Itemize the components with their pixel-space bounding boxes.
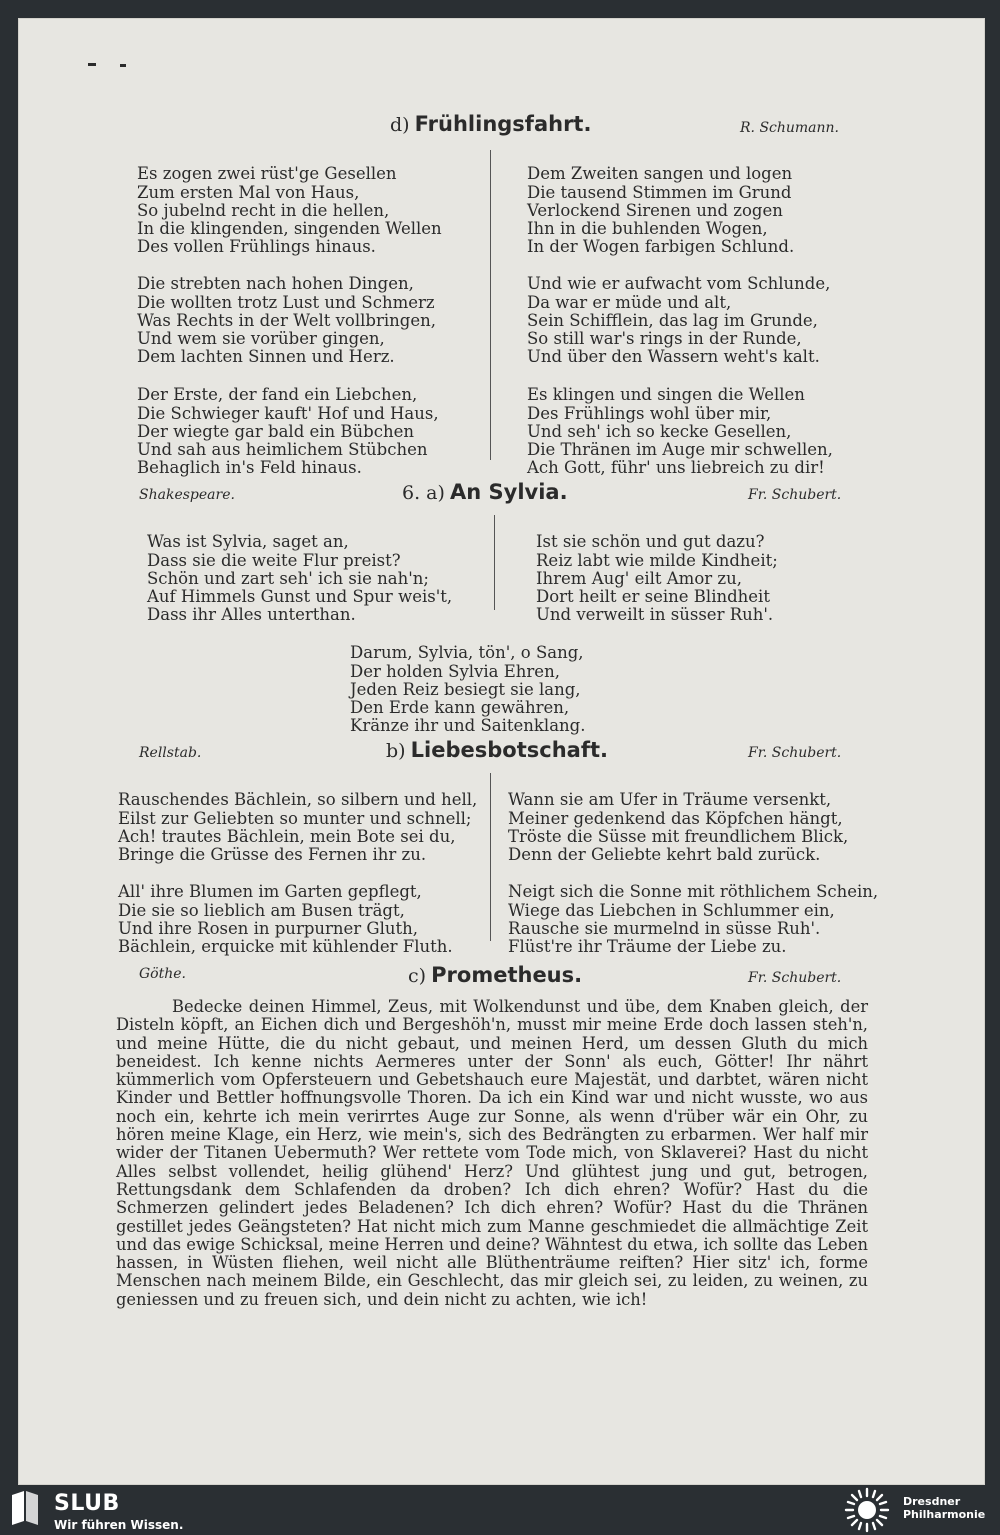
verse-line: Rausche sie murmelnd in süsse Ruh'. bbox=[508, 918, 821, 938]
footer-bar bbox=[0, 1485, 1000, 1535]
song-title: An Sylvia. bbox=[450, 480, 568, 504]
verse-line: Zum ersten Mal von Haus, bbox=[137, 182, 360, 202]
song-heading-sylvia bbox=[402, 480, 568, 510]
verse-line: Und über den Wassern weht's kalt. bbox=[527, 347, 820, 367]
verse-line: Flüst're ihr Träume der Liebe zu. bbox=[508, 937, 787, 957]
philharmonie-name-line-2: Philharmonie bbox=[903, 1508, 986, 1521]
verse-line: Dem lachten Sinnen und Herz. bbox=[137, 347, 395, 367]
verse-line: Dass ihr Alles unterthan. bbox=[147, 605, 356, 625]
slub-logo-icon bbox=[10, 1491, 40, 1527]
column-divider bbox=[494, 515, 495, 610]
verse-line: Dort heilt er seine Blindheit bbox=[536, 587, 770, 607]
poet-credit: Shakespeare. bbox=[139, 487, 235, 503]
verse-line: Des vollen Frühlings hinaus. bbox=[137, 237, 376, 257]
verse-line: Den Erde kann gewähren, bbox=[350, 698, 570, 718]
composer-credit: Fr. Schubert. bbox=[748, 487, 842, 503]
verse-line: Es zogen zwei rüst'ge Gesellen bbox=[137, 164, 397, 184]
song-number: b) bbox=[386, 740, 406, 762]
verse-line: All' ihre Blumen im Garten gepflegt, bbox=[118, 882, 422, 902]
verse-line: So jubelnd recht in die hellen, bbox=[137, 200, 390, 220]
song-number: 6. a) bbox=[402, 482, 445, 504]
song-number: d) bbox=[390, 114, 410, 136]
verse-line: Eilst zur Geliebten so munter und schnell; bbox=[118, 808, 472, 828]
verse-line: Neigt sich die Sonne mit röthlichem Schein, bbox=[508, 882, 879, 902]
verse-line: Auf Himmels Gunst und Spur weis't, bbox=[147, 587, 453, 607]
stanza bbox=[527, 257, 830, 367]
verse-line: Behaglich in's Feld hinaus. bbox=[137, 458, 362, 478]
verse-line: Verlockend Sirenen und zogen bbox=[527, 200, 783, 220]
verse-line: Und sah aus heimlichem Stübchen bbox=[137, 440, 428, 460]
verse-line: Und wie er aufwacht vom Schlunde, bbox=[527, 274, 831, 294]
verse-line: Kränze ihr und Saitenklang. bbox=[350, 716, 586, 736]
verse-line: Darum, Sylvia, tön', o Sang, bbox=[350, 643, 584, 663]
verse-line: Schön und zart seh' ich sie nah'n; bbox=[147, 568, 429, 588]
stanza bbox=[137, 257, 436, 367]
verse-line: Die Schwieger kauft' Hof und Haus, bbox=[137, 403, 439, 423]
verse-line: Was Rechts in der Welt vollbringen, bbox=[137, 310, 436, 330]
verse-line: Bringe die Grüsse des Fernen ihr zu. bbox=[118, 845, 427, 865]
stanza bbox=[137, 368, 439, 478]
verse-line: Rauschendes Bächlein, so silbern und hell, bbox=[118, 790, 478, 810]
verse-line: Dass sie die weite Flur preist? bbox=[147, 550, 401, 570]
verse-line: Da war er müde und alt, bbox=[527, 292, 732, 312]
verse-line: Tröste die Süsse mit freundlichem Blick, bbox=[508, 826, 849, 846]
verse-line: Die tausend Stimmen im Grund bbox=[527, 182, 792, 202]
column-divider bbox=[490, 150, 491, 460]
poet-credit: Göthe. bbox=[139, 966, 186, 982]
song-title: Frühlingsfahrt. bbox=[414, 112, 592, 136]
ink-mark bbox=[120, 64, 126, 67]
verse-line: Ist sie schön und gut dazu? bbox=[536, 532, 765, 552]
verse-line: Ach! trautes Bächlein, mein Bote sei du, bbox=[118, 826, 456, 846]
slub-name: SLUB bbox=[54, 1491, 120, 1516]
stanza bbox=[536, 515, 778, 625]
verse-line: In die klingenden, singenden Wellen bbox=[137, 219, 442, 239]
stanza bbox=[508, 773, 848, 864]
stanza bbox=[147, 515, 452, 625]
verse-line: Wann sie am Ufer in Träume versenkt, bbox=[508, 790, 832, 810]
verse-line: Ach Gott, führ' uns liebreich zu dir! bbox=[527, 458, 825, 478]
verse-line: Ihrem Aug' eilt Amor zu, bbox=[536, 568, 742, 588]
verse-line: Und ihre Rosen in purpurner Gluth, bbox=[118, 918, 419, 938]
verse-line: Die wollten trotz Lust und Schmerz bbox=[137, 292, 435, 312]
stanza bbox=[527, 368, 833, 478]
song-heading-fruehlingsfahrt bbox=[390, 112, 591, 142]
verse-line: Und verweilt in süsser Ruh'. bbox=[536, 605, 774, 625]
composer-credit: Fr. Schubert. bbox=[748, 970, 842, 986]
song-number: c) bbox=[408, 965, 427, 987]
slub-tagline: Wir führen Wissen. bbox=[54, 1518, 184, 1532]
song-heading-liebesbotschaft bbox=[386, 738, 608, 768]
verse-line: Bächlein, erquicke mit kühlender Fluth. bbox=[118, 937, 453, 957]
stanza bbox=[137, 147, 442, 257]
prometheus-text: Bedecke deinen Himmel, Zeus, mit Wolkendunst und übe, dem Knaben gleich, der Disteln köpft, an Eichen dich und Bergeshöh'n, musst mir meine Erde doch lassen steh'n, und meine Hütte, die du nicht gebaut, und meinen Herd, um dessen Gluth du mich beneidest. Ich kenne nichts Aermeres unter der Sonn' als euch, Götter! Ihr nährt kümmerlich vom Opfersteuern und Gebetshauch eure Majestät, und darbtet, wären nicht Kinder und Bettler hoffnungsvolle Thoren. Da ich ein Kind war und nicht wusste, wo aus noch ein, kehrte ich mein verirrtes Auge zur Sonne, als wenn d'rüber wär ein Ohr, zu hören meine Klage, ein Herz, wie mein's, sich des Bedrängten zu erbarmen. Wer half mir wider der Titanen Uebermuth? Wer rettete vom Tode mich, von Sklaverei? Hast du nicht Alles selbst vollendet, heilig glühend' Herz? Und glühtest jung und gut, betrogen, Rettungsdank dem Schlafenden da droben? Ich dich ehren? Wofür? Hast du die Schmerzen gelindert jedes Beladenen? Ich dich ehren? Wofür? Hast du die Thränen gestillet jedes Geängsteten? Hat nicht mich zum Manne geschmiedet die allmächtige Zeit und das ewige Schicksal, meine Herren und deine? Wähntest du etwa, ich sollte das Leben hassen, in Wüsten fliehen, weil nicht alle Blüthenträume reiften? Hier sitz' ich, forme Menschen nach meinem Bilde, ein Geschlecht, das mir gleich sei, zu leiden, zu weinen, zu geniessen und zu freuen sich, und dein nicht zu achten, wie ich! bbox=[116, 997, 869, 1309]
verse-line: Und seh' ich so kecke Gesellen, bbox=[527, 421, 792, 441]
ink-mark bbox=[88, 63, 96, 66]
verse-line: Der Erste, der fand ein Liebchen, bbox=[137, 385, 418, 405]
verse-line: Jeden Reiz besiegt sie lang, bbox=[350, 679, 581, 699]
verse-line: Der wiegte gar bald ein Bübchen bbox=[137, 421, 414, 441]
composer-credit: Fr. Schubert. bbox=[748, 745, 842, 761]
stanza bbox=[118, 773, 477, 864]
verse-line: Reiz labt wie milde Kindheit; bbox=[536, 550, 778, 570]
verse-line: Und wem sie vorüber gingen, bbox=[137, 329, 385, 349]
composer-credit: R. Schumann. bbox=[740, 120, 840, 136]
verse-line: Die Thränen im Auge mir schwellen, bbox=[527, 440, 833, 460]
poet-credit: Rellstab. bbox=[139, 745, 202, 761]
verse-line: Ihn in die buhlenden Wogen, bbox=[527, 219, 768, 239]
philharmonie-name bbox=[903, 1495, 985, 1521]
philharmonie-name-line-1: Dresdner bbox=[903, 1495, 961, 1508]
verse-line: In der Wogen farbigen Schlund. bbox=[527, 237, 795, 257]
song-title: Liebesbotschaft. bbox=[410, 738, 608, 762]
verse-line: Die sie so lieblich am Busen trägt, bbox=[118, 900, 405, 920]
song-heading-prometheus bbox=[408, 963, 582, 993]
verse-line: Dem Zweiten sangen und logen bbox=[527, 164, 793, 184]
verse-line: Wiege das Liebchen in Schlummer ein, bbox=[508, 900, 835, 920]
verse-line: Sein Schifflein, das lag im Grunde, bbox=[527, 310, 818, 330]
stanza bbox=[350, 626, 585, 736]
stanza bbox=[527, 147, 794, 257]
verse-line: So still war's rings in der Runde, bbox=[527, 329, 802, 349]
verse-line: Denn der Geliebte kehrt bald zurück. bbox=[508, 845, 821, 865]
verse-line: Des Frühlings wohl über mir, bbox=[527, 403, 772, 423]
philharmonie-logo-icon bbox=[842, 1487, 892, 1533]
song-title: Prometheus. bbox=[431, 963, 583, 987]
verse-line: Was ist Sylvia, saget an, bbox=[147, 532, 349, 552]
verse-line: Es klingen und singen die Wellen bbox=[527, 385, 805, 405]
verse-line: Die strebten nach hohen Dingen, bbox=[137, 274, 414, 294]
verse-line: Meiner gedenkend das Köpfchen hängt, bbox=[508, 808, 843, 828]
stanza bbox=[118, 865, 453, 956]
verse-line: Der holden Sylvia Ehren, bbox=[350, 661, 560, 681]
column-divider bbox=[490, 773, 491, 941]
stanza bbox=[508, 865, 878, 956]
